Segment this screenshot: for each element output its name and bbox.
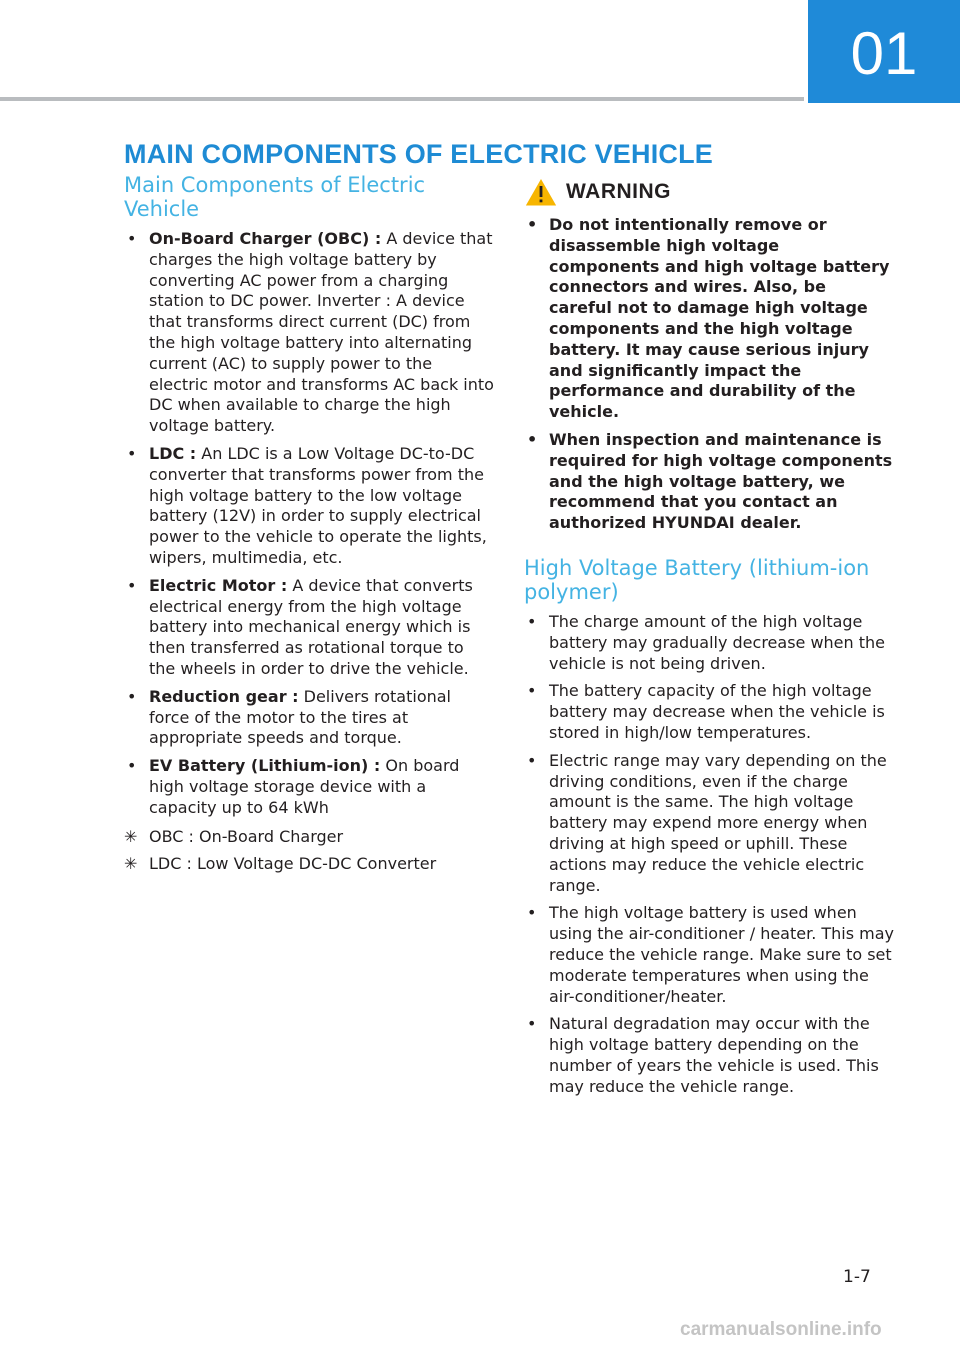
section-title: MAIN COMPONENTS OF ELECTRIC VEHICLE xyxy=(124,139,714,169)
list-item: • EV Battery (Lithium-ion) : On board high voltage storage device with a capacity up to 64 kWh xyxy=(127,756,460,817)
list-item: • Electric Motor : A device that converts electrical energy from the high voltage battery into mechanical energy which is then transferred as rotational torque to the wheels in order to drive the vehicle. xyxy=(127,575,473,678)
list-item: • The high voltage battery is used when using the air-conditioner / heater. This may reduce the vehicle range. Make sure to set moderate temperatures when using the air-conditioner/heater. xyxy=(527,903,895,1006)
item-term: EV Battery (Lithium-ion) : xyxy=(149,756,381,776)
item-term: LDC : xyxy=(149,443,197,463)
warning-header xyxy=(524,175,894,209)
item-term: Reduction gear : xyxy=(149,686,299,706)
list-item: • Do not intentionally remove or disassemble high voltage components and high voltage battery connectors and wires. Also, be careful not to damage high voltage components and the high voltage battery. It may cause serious injury and significantly impact the performance and durability of the vehicle. xyxy=(527,215,890,422)
list-item: • On-Board Charger (OBC) : A device that charges the high voltage battery by converting AC power from a charging station to DC power. Inverter : A device that transforms direct current (DC) from the high voltage battery into alternating current (AC) to supply power to the electric motor and transforms AC back into DC when available to charge the high voltage battery. xyxy=(127,229,494,436)
warning-triangle-icon xyxy=(524,177,558,207)
asterisk-icon: ✳ xyxy=(124,853,138,873)
list-item: • When inspection and maintenance is required for high voltage components and the high voltage battery, we recommend that you contact an authorized HYUNDAI dealer. xyxy=(527,429,893,533)
list-item: • Electric range may vary depending on the driving conditions, even if the charge amount is the same. The high voltage battery may expend more energy when driving at high speed or uphill. These actions may reduce the vehicle electric range. xyxy=(527,750,887,895)
watermark: carmanualsonline.info xyxy=(680,1319,882,1340)
page-number: 1-7 xyxy=(843,1267,871,1287)
item-text: On board high voltage storage device with a capacity up to 64 kWh xyxy=(149,756,460,817)
asterisk-icon: ✳ xyxy=(124,826,138,846)
item-text: An LDC is a Low Voltage DC-to-DC converter that transforms power from the high voltage battery to the low voltage battery (12V) in order to supply electrical power to the vehicle to operate the lights, wipers, multimedia, etc. xyxy=(149,443,487,567)
item-text: A device that converts electrical energy from the high voltage battery into mechanical energy which is then transferred as rotational torque to the wheels in order to drive the vehicle. xyxy=(149,575,473,678)
main-components-heading: Main Components of Electric Vehicle xyxy=(124,173,426,221)
warning-title: WARNING xyxy=(566,180,671,203)
battery-heading: High Voltage Battery (lithium-ion polymer) xyxy=(524,555,870,604)
item-term: On-Board Charger (OBC) : xyxy=(149,229,382,248)
chapter-tab xyxy=(808,0,960,103)
item-text: Delivers rotational force of the motor to the tires at appropriate speeds and torque. xyxy=(149,686,451,748)
chapter-number: 01 xyxy=(850,19,918,87)
note-obc: ✳ OBC : On-Board Charger xyxy=(124,826,344,846)
item-text: A device that charges the high voltage battery by converting AC power from a charging station to DC power. Inverter : A device that transforms direct current (DC) from the high voltage battery into alternating current (AC) to supply power to the electric motor and transforms AC back into DC when available to charge the high voltage battery. xyxy=(149,229,494,436)
list-item: • LDC : An LDC is a Low Voltage DC-to-DC converter that transforms power from the high voltage battery to the low voltage battery (12V) in order to supply electrical power to the vehicle to operate the lights, wipers, multimedia, etc. xyxy=(127,443,487,567)
item-term: Electric Motor : xyxy=(149,575,288,595)
list-item: • The charge amount of the high voltage battery may gradually decrease when the vehicle is not being driven. xyxy=(527,611,886,673)
header-rule xyxy=(0,97,804,101)
right-column xyxy=(524,175,894,1104)
list-item: • The battery capacity of the high voltage battery may decrease when the vehicle is stored in high/low temperatures. xyxy=(527,681,885,742)
battery-list xyxy=(524,612,894,1098)
warning-list xyxy=(524,215,894,534)
note-ldc: ✳ LDC : Low Voltage DC-DC Converter xyxy=(124,853,437,873)
list-item: • Natural degradation may occur with the high voltage battery depending on the number of years the vehicle is used. This may reduce the vehicle range. xyxy=(527,1014,879,1096)
components-list xyxy=(124,229,494,819)
list-item: • Reduction gear : Delivers rotational force of the motor to the tires at appropriate speeds and torque. xyxy=(127,686,451,748)
left-column xyxy=(124,173,494,880)
